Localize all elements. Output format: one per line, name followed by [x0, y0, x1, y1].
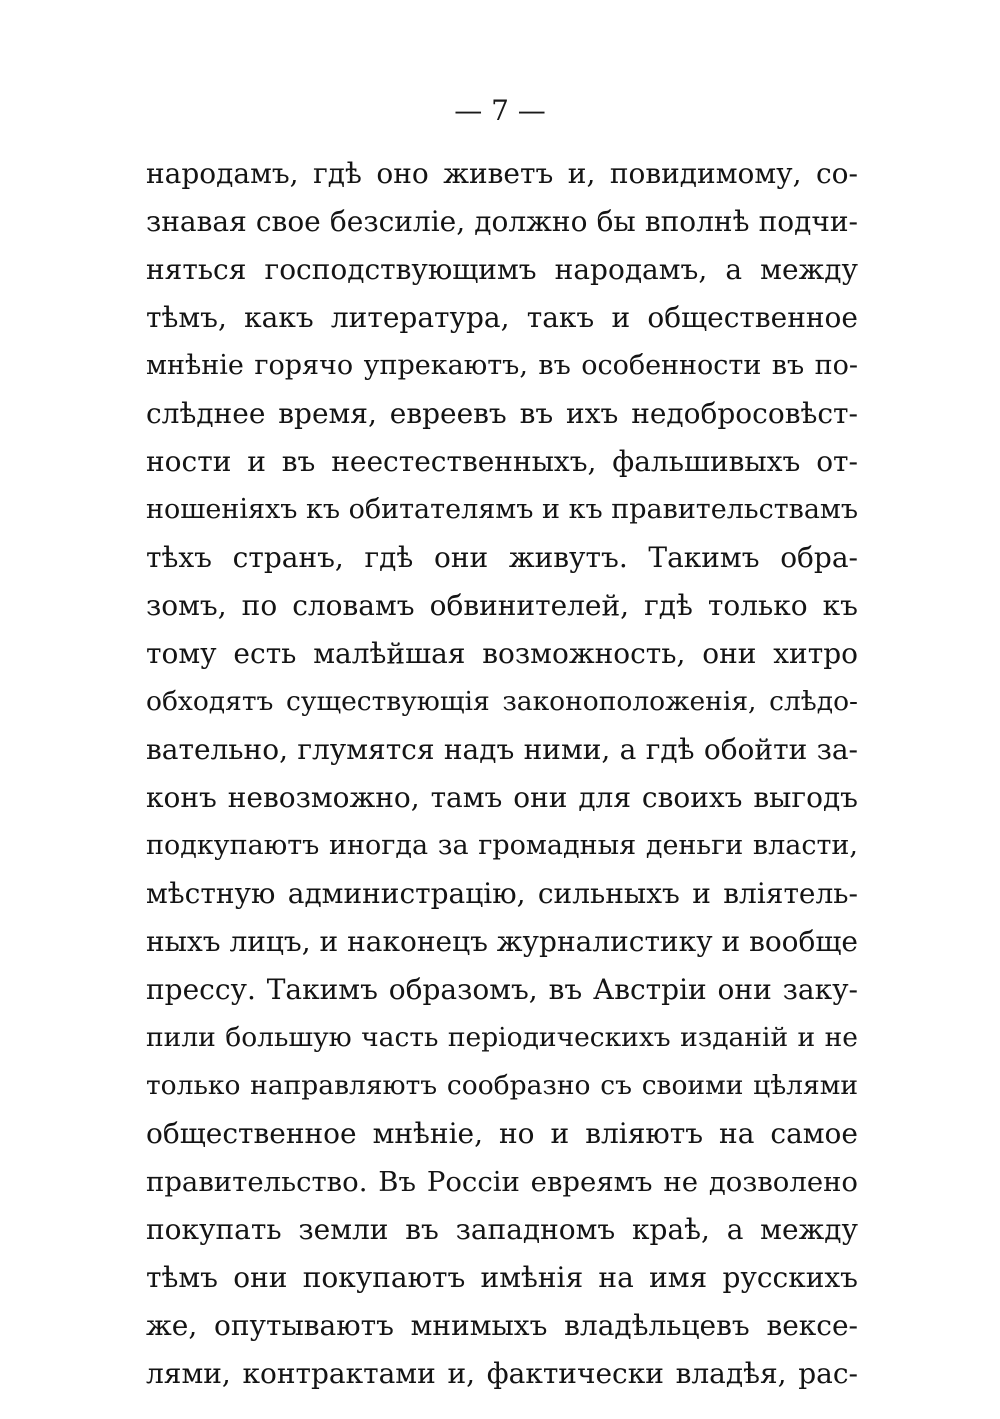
- text-line: подкупаютъ иногда за громадныя деньги власти,: [146, 830, 858, 861]
- text-line: покупать земли въ западномъ краѣ, а между: [146, 1213, 858, 1246]
- text-line: тѣмъ они покупаютъ имѣнія на имя русскихъ: [146, 1261, 858, 1294]
- text-line: тѣхъ странъ, гдѣ они живутъ. Такимъ обра-: [146, 541, 858, 574]
- text-line: ности и въ неестественныхъ, фальшивыхъ от-: [146, 445, 858, 478]
- text-line: зомъ, по словамъ обвинителей, гдѣ только къ: [146, 589, 858, 622]
- text-line: правительство. Въ Россіи евреямъ не дозволено: [146, 1166, 858, 1198]
- text-line: общественное мнѣніе, но и вліяютъ на самое: [146, 1117, 858, 1150]
- text-line: знавая свое безсиліе, должно бы вполнѣ подчи-: [146, 205, 858, 238]
- body-text: [146, 150, 858, 1398]
- text-line: мнѣніе горячо упрекаютъ, въ особенности въ по-: [146, 350, 858, 381]
- text-line: тѣмъ, какъ литература, такъ и общественное: [146, 301, 858, 334]
- text-line: пили большую часть періодическихъ изданій и не: [146, 1022, 858, 1053]
- text-line: ношеніяхъ къ обитателямъ и къ правительствамъ: [146, 494, 858, 525]
- text-line: конъ невозможно, тамъ они для своихъ выгодъ: [146, 781, 858, 814]
- text-line: ныхъ лицъ, и наконецъ журналистику и вообще: [146, 925, 858, 958]
- text-line: вательно, глумятся надъ ними, а гдѣ обойти за-: [146, 733, 858, 766]
- text-line: народамъ, гдѣ оно живетъ и, повидимому, со-: [146, 157, 858, 190]
- text-line: няться господствующимъ народамъ, а между: [146, 253, 858, 286]
- text-line: прессу. Такимъ образомъ, въ Австріи они заку-: [146, 973, 858, 1006]
- text-line: мѣстную администрацію, сильныхъ и вліятель-: [146, 877, 858, 910]
- text-line: же, опутываютъ мнимыхъ владѣльцевъ вексе-: [146, 1309, 858, 1342]
- text-line: слѣднее время, евреевъ въ ихъ недобросовѣст-: [146, 397, 858, 430]
- text-line: лями, контрактами и, фактически владѣя, рас-: [146, 1357, 858, 1390]
- text-line: только направляютъ сообразно съ своими цѣлями: [146, 1070, 858, 1101]
- text-line: обходятъ существующія законоположенія, слѣдо-: [146, 686, 858, 717]
- page-number: — 7 —: [454, 94, 546, 127]
- text-line: тому есть малѣйшая возможность, они хитро: [146, 637, 858, 670]
